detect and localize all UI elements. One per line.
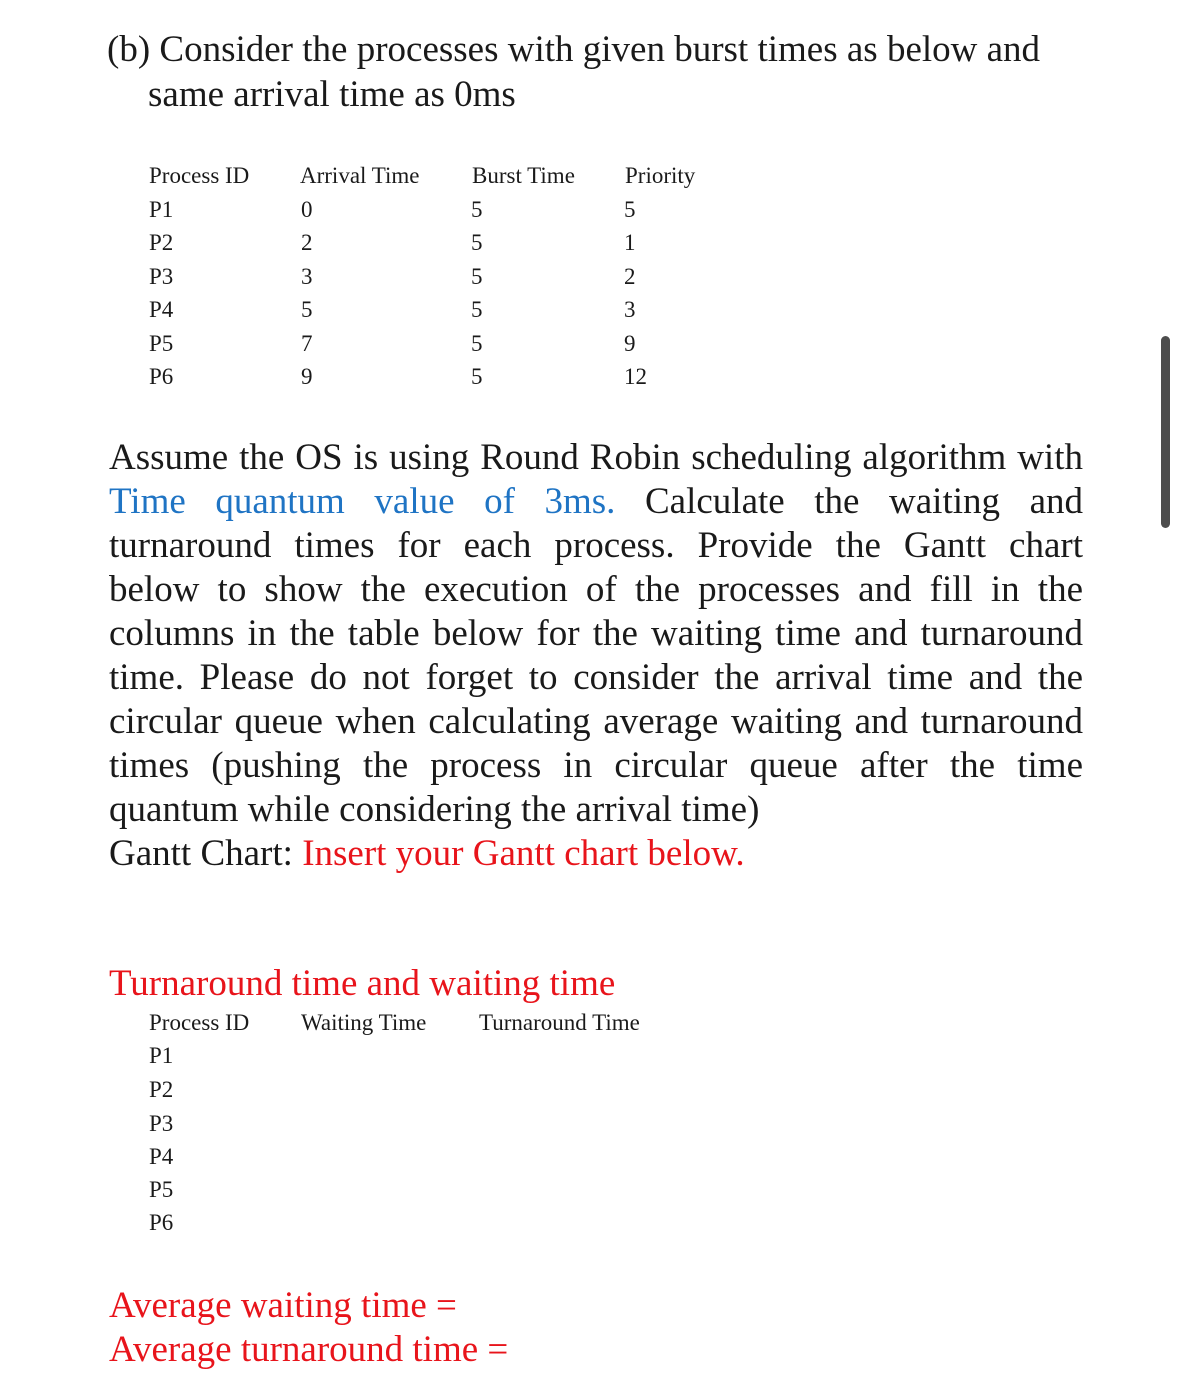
priority-cell: 3	[624, 297, 636, 322]
burst-time-cell: 5	[471, 197, 483, 222]
gantt-chart-instruction: Insert your Gantt chart below.	[302, 833, 745, 874]
burst-time-cell: 5	[471, 364, 483, 389]
result-table-header-turnaround: Turnaround Time	[479, 1010, 640, 1035]
burst-time-cell: 5	[471, 331, 483, 356]
arrival-time-cell: 7	[301, 331, 313, 356]
process-table-header-burst: Burst Time	[472, 163, 575, 188]
time-quantum-highlight: Time quantum value of 3ms.	[109, 481, 616, 522]
process-id-cell: P5	[149, 331, 174, 356]
paragraph-line: circular queue when calculating average waiting and turnaround	[109, 701, 1083, 742]
result-process-id-cell: P4	[149, 1144, 174, 1169]
burst-time-cell: 5	[471, 297, 483, 322]
paragraph-line: quantum while considering the arrival time)	[109, 789, 760, 830]
process-table-header-id: Process ID	[149, 163, 250, 188]
arrival-time-cell: 9	[301, 364, 313, 389]
question-heading-line1: (b) Consider the processes with given burst times as below and	[107, 29, 1041, 70]
result-process-id-cell: P3	[149, 1111, 174, 1136]
arrival-time-cell: 5	[301, 297, 313, 322]
result-process-id-cell: P5	[149, 1177, 174, 1202]
burst-time-cell: 5	[471, 230, 483, 255]
result-table-header-id: Process ID	[149, 1010, 250, 1035]
result-table-header-waiting: Waiting Time	[301, 1010, 427, 1035]
paragraph-line	[109, 480, 1083, 524]
vertical-scrollbar[interactable]	[1161, 336, 1170, 528]
result-process-id-cell: P2	[149, 1077, 174, 1102]
arrival-time-cell: 3	[301, 264, 313, 289]
process-table-header-arrival: Arrival Time	[300, 163, 420, 188]
paragraph-line: Assume the OS is using Round Robin scheduling algorithm with	[109, 437, 1083, 478]
process-id-cell: P4	[149, 297, 174, 322]
result-table-title: Turnaround time and waiting time	[109, 963, 616, 1004]
priority-cell: 12	[624, 364, 647, 389]
paragraph-line: below to show the execution of the processes and fill in the	[109, 569, 1083, 610]
burst-time-cell: 5	[471, 264, 483, 289]
priority-cell: 2	[624, 264, 636, 289]
gantt-chart-label: Gantt Chart:	[109, 833, 293, 874]
priority-cell: 9	[624, 331, 636, 356]
process-id-cell: P1	[149, 197, 174, 222]
process-table-header-priority: Priority	[625, 163, 696, 188]
process-id-cell: P2	[149, 230, 174, 255]
paragraph-line: time. Please do not forget to consider the arrival time and the	[109, 657, 1083, 698]
process-id-cell: P3	[149, 264, 174, 289]
paragraph-line: times (pushing the process in circular queue after the time	[109, 745, 1083, 786]
instruction-paragraph	[109, 436, 1083, 876]
average-turnaround-time-label: Average turnaround time =	[109, 1329, 509, 1370]
paragraph-line: columns in the table below for the waiting time and turnaround	[109, 613, 1083, 654]
paragraph-line: turnaround times for each process. Provide the Gantt chart	[109, 525, 1083, 566]
arrival-time-cell: 0	[301, 197, 313, 222]
question-heading-line2: same arrival time as 0ms	[148, 74, 516, 115]
priority-cell: 1	[624, 230, 636, 255]
average-waiting-time-label: Average waiting time =	[109, 1285, 457, 1326]
arrival-time-cell: 2	[301, 230, 313, 255]
priority-cell: 5	[624, 197, 636, 222]
result-process-id-cell: P1	[149, 1043, 174, 1068]
paragraph-text: Calculate the waiting and	[644, 481, 1083, 522]
result-process-id-cell: P6	[149, 1210, 174, 1235]
process-id-cell: P6	[149, 364, 174, 389]
gantt-chart-line	[109, 832, 1083, 876]
